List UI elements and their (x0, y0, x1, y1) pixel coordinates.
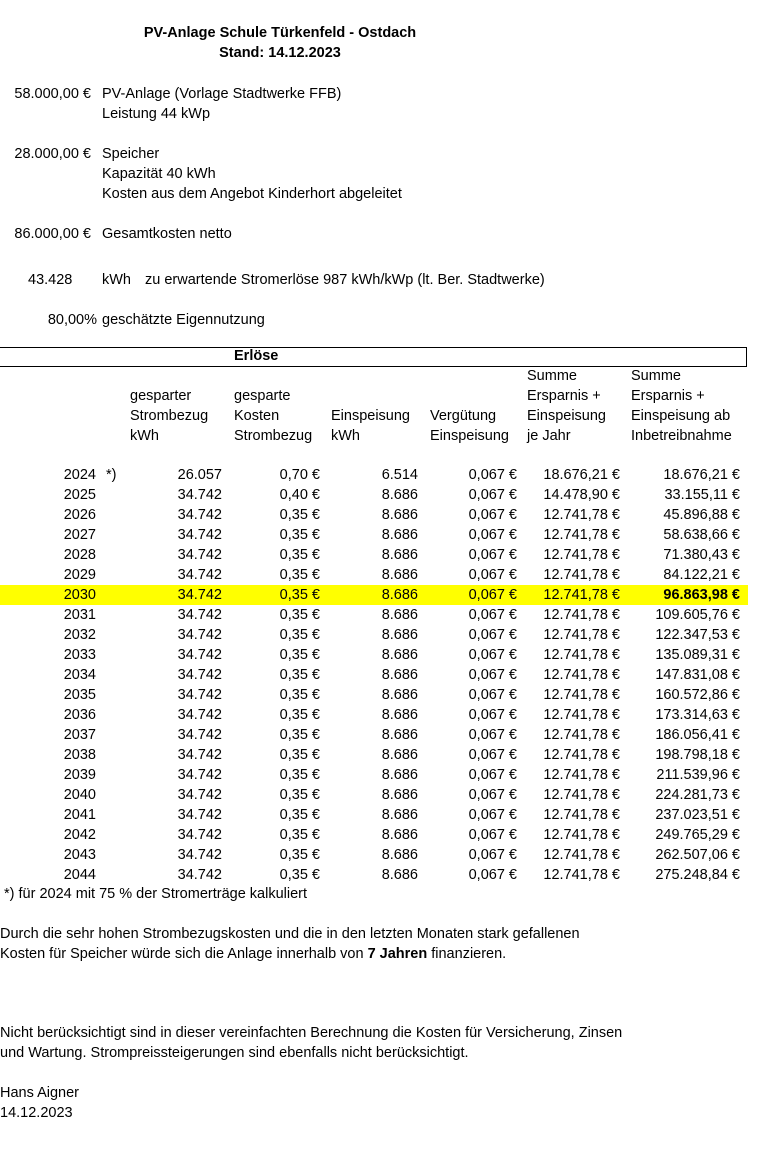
table-row (0, 565, 748, 585)
year-cell: 2031 (63, 607, 96, 623)
feed-in-rate-cell: 0,067 € (468, 607, 517, 623)
saved-price-cell: 0,35 € (279, 647, 320, 663)
year-cell: 2039 (63, 767, 96, 783)
cumulative-sum-cell: 173.314,63 € (655, 707, 740, 723)
feed-in-kwh-cell: 8.686 (381, 767, 418, 783)
self-use-text: geschätzte Eigennutzung (102, 312, 265, 328)
cumulative-sum-cell: 135.089,31 € (655, 647, 740, 663)
saved-kwh-cell: 34.742 (177, 487, 222, 503)
yearly-sum-cell: 12.741,78 € (543, 647, 620, 663)
saved-kwh-cell: 34.742 (177, 867, 222, 883)
feed-in-rate-cell: 0,067 € (468, 847, 517, 863)
year-cell: 2042 (63, 827, 96, 843)
payback-period: 7 Jahren (367, 946, 428, 962)
saved-price-cell: 0,35 € (279, 847, 320, 863)
feed-in-rate-cell: 0,067 € (468, 507, 517, 523)
saved-kwh-cell: 34.742 (177, 707, 222, 723)
saved-price-cell: 0,35 € (279, 587, 320, 603)
feed-in-rate-cell: 0,067 € (468, 807, 517, 823)
saved-kwh-cell: 34.742 (177, 507, 222, 523)
saved-price-cell: 0,35 € (279, 627, 320, 643)
year-cell: 2038 (63, 747, 96, 763)
yield-text: zu erwartende Stromerlöse 987 kWh/kWp (lt. Ber. Stadtwerke) (145, 272, 545, 288)
cumulative-sum-cell: 109.605,76 € (655, 607, 740, 623)
yearly-sum-cell: 12.741,78 € (543, 507, 620, 523)
year-cell: 2044 (63, 867, 96, 883)
yearly-sum-cell: 14.478,90 € (543, 487, 620, 503)
saved-price-cell: 0,35 € (279, 827, 320, 843)
saved-price-cell: 0,35 € (279, 707, 320, 723)
header-einsp-2: kWh (331, 428, 360, 444)
table-row (0, 725, 748, 745)
saved-kwh-cell: 34.742 (177, 547, 222, 563)
cost-detail: Kosten aus dem Angebot Kinderhort abgeleitet (102, 186, 402, 202)
cumulative-sum-cell: 147.831,08 € (655, 667, 740, 683)
saved-kwh-cell: 34.742 (177, 587, 222, 603)
saved-kwh-cell: 34.742 (177, 787, 222, 803)
header-price-1: gesparte (234, 388, 291, 404)
cost-detail: Leistung 44 kWp (102, 106, 211, 122)
year-cell: 2028 (63, 547, 96, 563)
year-cell: 2030 (63, 587, 96, 603)
section-header-box (0, 347, 747, 367)
saved-kwh-cell: 34.742 (177, 647, 222, 663)
yearly-sum-cell: 12.741,78 € (543, 687, 620, 703)
saved-price-cell: 0,35 € (279, 747, 320, 763)
saved-price-cell: 0,35 € (279, 527, 320, 543)
feed-in-rate-cell: 0,067 € (468, 587, 517, 603)
footnote: *) für 2024 mit 75 % der Stromerträge kalkuliert (4, 886, 308, 902)
saved-kwh-cell: 34.742 (177, 847, 222, 863)
header-kwh-2: Strombezug (130, 408, 209, 424)
feed-in-rate-cell: 0,067 € (468, 487, 517, 503)
cost-label: Speicher (102, 146, 160, 162)
cumulative-sum-cell: 96.863,98 € (663, 587, 740, 603)
saved-price-cell: 0,35 € (279, 667, 320, 683)
self-use-value: 80,00% (47, 312, 97, 328)
yearly-sum-cell: 12.741,78 € (543, 827, 620, 843)
yearly-sum-cell: 12.741,78 € (543, 707, 620, 723)
feed-in-rate-cell: 0,067 € (468, 527, 517, 543)
conclusion-text-end: finanzieren. (427, 946, 507, 962)
saved-kwh-cell: 34.742 (177, 767, 222, 783)
header-einsp-1: Einspeisung (331, 408, 410, 424)
yearly-sum-cell: 12.741,78 € (543, 607, 620, 623)
feed-in-kwh-cell: 8.686 (381, 807, 418, 823)
table-row (0, 505, 748, 525)
cumulative-sum-cell: 84.122,21 € (663, 567, 740, 583)
header-verg-1: Vergütung (430, 408, 497, 424)
table-row (0, 485, 748, 505)
conclusion-line-1: Durch die sehr hohen Strombezugskosten und die in den letzten Monaten stark gefallenen (0, 926, 580, 942)
header-kwh-3: kWh (130, 428, 159, 444)
table-row (0, 625, 748, 645)
feed-in-rate-cell: 0,067 € (468, 867, 517, 883)
saved-price-cell: 0,40 € (279, 487, 320, 503)
yearly-sum-cell: 12.741,78 € (543, 747, 620, 763)
yearly-sum-cell: 12.741,78 € (543, 727, 620, 743)
feed-in-rate-cell: 0,067 € (468, 547, 517, 563)
disclaimer-line-1: Nicht berücksichtigt sind in dieser vereinfachten Berechnung die Kosten für Versicherung, Zinsen (0, 1025, 623, 1041)
cumulative-sum-cell: 249.765,29 € (655, 827, 740, 843)
year-cell: 2037 (63, 727, 96, 743)
header-kwh-1: gesparter (130, 388, 192, 404)
cumulative-sum-cell: 33.155,11 € (664, 487, 740, 503)
cost-label: PV-Anlage (Vorlage Stadtwerke FFB) (102, 86, 342, 102)
feed-in-rate-cell: 0,067 € (468, 467, 517, 483)
header-total-4: Inbetreibnahme (631, 428, 732, 444)
feed-in-rate-cell: 0,067 € (468, 727, 517, 743)
saved-kwh-cell: 34.742 (177, 747, 222, 763)
year-cell: 2036 (63, 707, 96, 723)
cumulative-sum-cell: 122.347,53 € (655, 627, 740, 643)
signature-date: 14.12.2023 (0, 1105, 73, 1121)
table-row (0, 545, 748, 565)
section-title: Erlöse (234, 348, 279, 364)
saved-kwh-cell: 34.742 (177, 667, 222, 683)
saved-price-cell: 0,35 € (279, 807, 320, 823)
feed-in-kwh-cell: 8.686 (381, 647, 418, 663)
yearly-sum-cell: 12.741,78 € (543, 587, 620, 603)
saved-price-cell: 0,35 € (279, 547, 320, 563)
yearly-sum-cell: 12.741,78 € (543, 807, 620, 823)
table-row (0, 525, 748, 545)
saved-kwh-cell: 34.742 (177, 627, 222, 643)
header-total-2: Ersparnis + (631, 388, 705, 404)
saved-kwh-cell: 34.742 (177, 687, 222, 703)
header-total-1: Summe (631, 368, 681, 384)
year-cell: 2027 (63, 527, 96, 543)
table-row (0, 765, 748, 785)
feed-in-kwh-cell: 8.686 (381, 587, 418, 603)
feed-in-rate-cell: 0,067 € (468, 827, 517, 843)
year-cell: 2024 (63, 467, 96, 483)
note-cell: *) (106, 467, 117, 483)
page-title: PV-Anlage Schule Türkenfeld - Ostdach (143, 25, 417, 41)
conclusion-text: Kosten für Speicher würde sich die Anlage innerhalb von (0, 946, 368, 962)
saved-kwh-cell: 34.742 (177, 827, 222, 843)
year-cell: 2025 (63, 487, 96, 503)
saved-kwh-cell: 34.742 (177, 607, 222, 623)
feed-in-rate-cell: 0,067 € (468, 707, 517, 723)
feed-in-kwh-cell: 8.686 (381, 567, 418, 583)
feed-in-kwh-cell: 8.686 (381, 707, 418, 723)
header-sum-3: Einspeisung (527, 408, 606, 424)
table-row (0, 825, 748, 845)
feed-in-rate-cell: 0,067 € (468, 747, 517, 763)
table-row (0, 805, 748, 825)
cumulative-sum-cell: 45.896,88 € (663, 507, 740, 523)
table-row (0, 705, 748, 725)
feed-in-kwh-cell: 8.686 (381, 747, 418, 763)
saved-kwh-cell: 34.742 (177, 567, 222, 583)
saved-price-cell: 0,35 € (279, 727, 320, 743)
cumulative-sum-cell: 262.507,06 € (655, 847, 740, 863)
table-row-highlighted (0, 585, 748, 605)
feed-in-kwh-cell: 8.686 (381, 847, 418, 863)
year-cell: 2033 (63, 647, 96, 663)
cumulative-sum-cell: 58.638,66 € (663, 527, 740, 543)
feed-in-kwh-cell: 8.686 (381, 627, 418, 643)
header-price-3: Strombezug (234, 428, 313, 444)
cumulative-sum-cell: 198.798,18 € (655, 747, 740, 763)
saved-kwh-cell: 34.742 (177, 527, 222, 543)
year-cell: 2040 (63, 787, 96, 803)
table-row (0, 465, 748, 485)
signature-name: Hans Aigner (0, 1085, 79, 1101)
feed-in-rate-cell: 0,067 € (468, 687, 517, 703)
year-cell: 2041 (63, 807, 96, 823)
table-row (0, 605, 748, 625)
feed-in-kwh-cell: 8.686 (381, 667, 418, 683)
yearly-sum-cell: 12.741,78 € (543, 847, 620, 863)
yield-unit: kWh (102, 272, 131, 288)
table-row (0, 665, 748, 685)
cumulative-sum-cell: 18.676,21 € (663, 467, 740, 483)
table-row (0, 685, 748, 705)
year-cell: 2032 (63, 627, 96, 643)
cost-label: Gesamtkosten netto (102, 226, 232, 242)
header-sum-4: je Jahr (527, 428, 571, 444)
feed-in-kwh-cell: 6.514 (381, 467, 418, 483)
yield-value: 43.428 (28, 272, 73, 288)
yearly-sum-cell: 18.676,21 € (543, 467, 620, 483)
saved-kwh-cell: 34.742 (177, 807, 222, 823)
saved-kwh-cell: 26.057 (177, 467, 222, 483)
cumulative-sum-cell: 160.572,86 € (655, 687, 740, 703)
feed-in-kwh-cell: 8.686 (381, 507, 418, 523)
feed-in-rate-cell: 0,067 € (468, 567, 517, 583)
feed-in-kwh-cell: 8.686 (381, 727, 418, 743)
header-price-2: Kosten (234, 408, 280, 424)
header-sum-1: Summe (527, 368, 577, 384)
year-cell: 2043 (63, 847, 96, 863)
table-row (0, 645, 748, 665)
yearly-sum-cell: 12.741,78 € (543, 547, 620, 563)
table-row (0, 865, 748, 885)
feed-in-kwh-cell: 8.686 (381, 487, 418, 503)
feed-in-kwh-cell: 8.686 (381, 547, 418, 563)
yearly-sum-cell: 12.741,78 € (543, 567, 620, 583)
year-cell: 2035 (63, 687, 96, 703)
year-cell: 2034 (63, 667, 96, 683)
saved-price-cell: 0,35 € (279, 767, 320, 783)
saved-price-cell: 0,35 € (279, 607, 320, 623)
cost-amount: 86.000,00 € (14, 226, 91, 242)
saved-price-cell: 0,35 € (279, 507, 320, 523)
yearly-sum-cell: 12.741,78 € (543, 527, 620, 543)
header-total-3: Einspeisung ab (631, 408, 731, 424)
cumulative-sum-cell: 237.023,51 € (655, 807, 740, 823)
feed-in-kwh-cell: 8.686 (381, 687, 418, 703)
feed-in-rate-cell: 0,067 € (468, 767, 517, 783)
yearly-sum-cell: 12.741,78 € (543, 627, 620, 643)
yearly-sum-cell: 12.741,78 € (543, 767, 620, 783)
feed-in-kwh-cell: 8.686 (381, 527, 418, 543)
cumulative-sum-cell: 224.281,73 € (655, 787, 740, 803)
yearly-sum-cell: 12.741,78 € (543, 667, 620, 683)
feed-in-rate-cell: 0,067 € (468, 627, 517, 643)
saved-kwh-cell: 34.742 (177, 727, 222, 743)
conclusion-line-2 (0, 945, 506, 964)
yearly-sum-cell: 12.741,78 € (543, 787, 620, 803)
yearly-sum-cell: 12.741,78 € (543, 867, 620, 883)
table-row (0, 785, 748, 805)
feed-in-rate-cell: 0,067 € (468, 647, 517, 663)
cost-amount: 58.000,00 € (14, 86, 91, 102)
cumulative-sum-cell: 211.539,96 € (656, 767, 740, 783)
feed-in-kwh-cell: 8.686 (381, 787, 418, 803)
saved-price-cell: 0,70 € (279, 467, 320, 483)
year-cell: 2029 (63, 567, 96, 583)
disclaimer-line-2: und Wartung. Strompreissteigerungen sind ebenfalls nicht berücksichtigt. (0, 1045, 469, 1061)
saved-price-cell: 0,35 € (279, 567, 320, 583)
feed-in-kwh-cell: 8.686 (381, 827, 418, 843)
cumulative-sum-cell: 186.056,41 € (655, 727, 740, 743)
feed-in-kwh-cell: 8.686 (381, 867, 418, 883)
stand-date: Stand: 14.12.2023 (219, 45, 341, 61)
cumulative-sum-cell: 275.248,84 € (655, 867, 740, 883)
saved-price-cell: 0,35 € (279, 787, 320, 803)
feed-in-rate-cell: 0,067 € (468, 787, 517, 803)
saved-price-cell: 0,35 € (279, 687, 320, 703)
table-row (0, 845, 748, 865)
cumulative-sum-cell: 71.380,43 € (663, 547, 740, 563)
cost-amount: 28.000,00 € (14, 146, 91, 162)
header-sum-2: Ersparnis + (527, 388, 601, 404)
header-verg-2: Einspeisung (430, 428, 509, 444)
saved-price-cell: 0,35 € (279, 867, 320, 883)
feed-in-kwh-cell: 8.686 (381, 607, 418, 623)
table-row (0, 745, 748, 765)
year-cell: 2026 (63, 507, 96, 523)
feed-in-rate-cell: 0,067 € (468, 667, 517, 683)
cost-detail: Kapazität 40 kWh (102, 166, 216, 182)
